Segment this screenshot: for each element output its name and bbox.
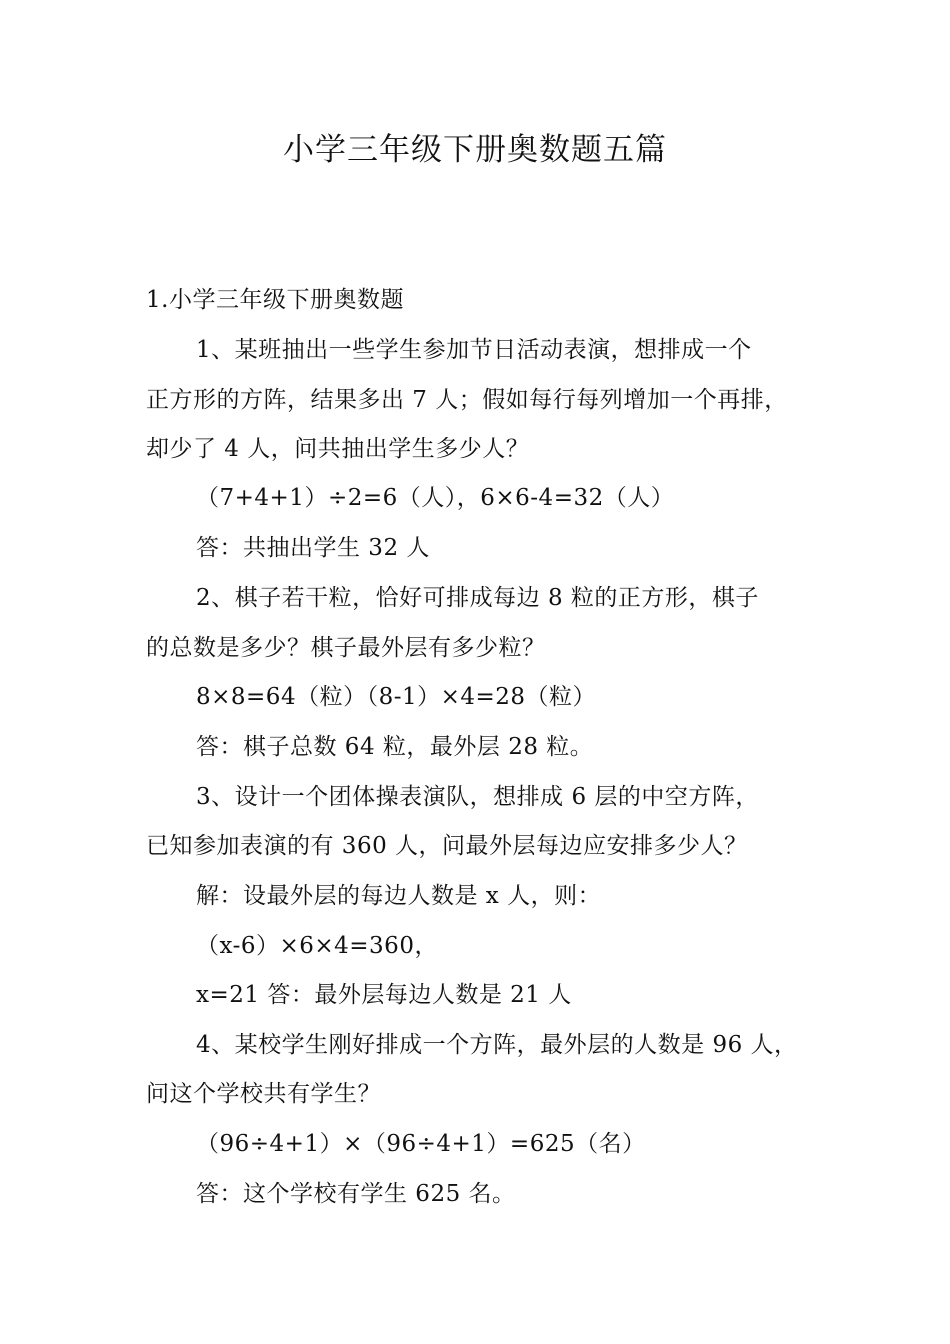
document-title: 小学三年级下册奥数题五篇 <box>283 132 667 168</box>
problem-4-solution: （96÷4+1）×（96÷4+1）=625（名） <box>196 1131 646 1157</box>
problem-4-text-line-2: 问这个学校共有学生？ <box>146 1081 381 1107</box>
problem-3-text-line-1: 3、设计一个团体操表演队，想排成 6 层的中空方阵， <box>196 784 759 810</box>
problem-3-answer: x=21 答：最外层每边人数是 21 人 <box>196 982 572 1008</box>
problem-3-text-line-2: 已知参加表演的有 360 人，问最外层每边应安排多少人？ <box>146 833 748 859</box>
problem-1-text-line-3: 却少了 4 人，问共抽出学生多少人？ <box>146 436 530 462</box>
problem-4-answer: 答：这个学校有学生 625 名。 <box>196 1181 516 1207</box>
problem-4-text-line-1: 4、某校学生刚好排成一个方阵，最外层的人数是 96 人， <box>196 1032 798 1058</box>
problem-2-text-line-2: 的总数是多少？棋子最外层有多少粒？ <box>146 635 546 661</box>
problem-3-solution-setup: 解：设最外层的每边人数是 x 人，则： <box>196 883 602 909</box>
problem-2-answer: 答：棋子总数 64 粒，最外层 28 粒。 <box>196 734 594 760</box>
problem-1-text-line-1: 1、某班抽出一些学生参加节日活动表演，想排成一个 <box>196 337 752 363</box>
problem-3-equation: （x-6）×6×4=360， <box>196 933 438 959</box>
problem-1-answer: 答：共抽出学生 32 人 <box>196 535 430 561</box>
problem-2-solution: 8×8=64（粒）（8-1）×4=28（粒） <box>196 684 597 710</box>
problem-2-text-line-1: 2、棋子若干粒，恰好可排成每边 8 粒的正方形，棋子 <box>196 585 759 611</box>
problem-1-solution: （7+4+1）÷2=6（人），6×6-4=32（人） <box>196 485 675 511</box>
section-heading: 1.小学三年级下册奥数题 <box>146 287 404 313</box>
problem-1-text-line-2: 正方形的方阵，结果多出 7 人；假如每行每列增加一个再排， <box>146 387 788 413</box>
